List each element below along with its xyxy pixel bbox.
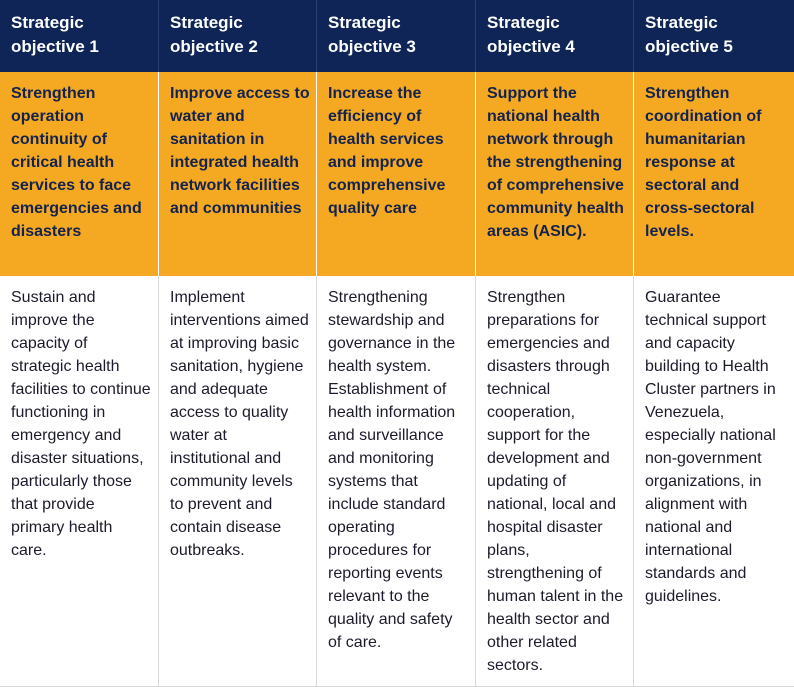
objective-5-heading: Strategic objective 5 <box>634 0 794 72</box>
objective-3-heading: Strategic objective 3 <box>317 0 476 72</box>
objective-4-heading: Strategic objective 4 <box>476 0 634 72</box>
objective-2-goal: Improve access to water and sanitation in integrated health network facilities and communities <box>159 72 317 276</box>
objective-3-description: Strengthening stewardship and governance in the health system. Establishment of health information and surveillance and monitoring systems that include standard operating procedures for reporting events relevant to the quality and safety of care. <box>317 276 476 687</box>
objective-2-heading: Strategic objective 2 <box>159 0 317 72</box>
objective-1-description: Sustain and improve the capacity of strategic health facilities to continue functioning in emergency and disaster situations, particularly those that provide primary health care. <box>0 276 159 687</box>
objective-5-description: Guarantee technical support and capacity building to Health Cluster partners in Venezuela, especially national non-government organizations, in alignment with national and international standards and guidelines. <box>634 276 794 687</box>
objective-2-description: Implement interventions aimed at improving basic sanitation, hygiene and adequate access to quality water at institutional and community levels to prevent and contain disease outbreaks. <box>159 276 317 687</box>
objective-1-heading: Strategic objective 1 <box>0 0 159 72</box>
objective-4-goal: Support the national health network through the strengthening of comprehensive community health areas (ASIC). <box>476 72 634 276</box>
objective-5-goal: Strengthen coordination of humanitarian response at sectoral and cross-sectoral levels. <box>634 72 794 276</box>
objective-4-description: Strengthen preparations for emergencies and disasters through technical cooperation, support for the development and updating of national, local and hospital disaster plans, strengthening of human talent in the health sector and other related sectors. <box>476 276 634 687</box>
objective-3-goal: Increase the efficiency of health services and improve comprehensive quality care <box>317 72 476 276</box>
objective-1-goal: Strengthen operation continuity of critical health services to face emergencies and disasters <box>0 72 159 276</box>
